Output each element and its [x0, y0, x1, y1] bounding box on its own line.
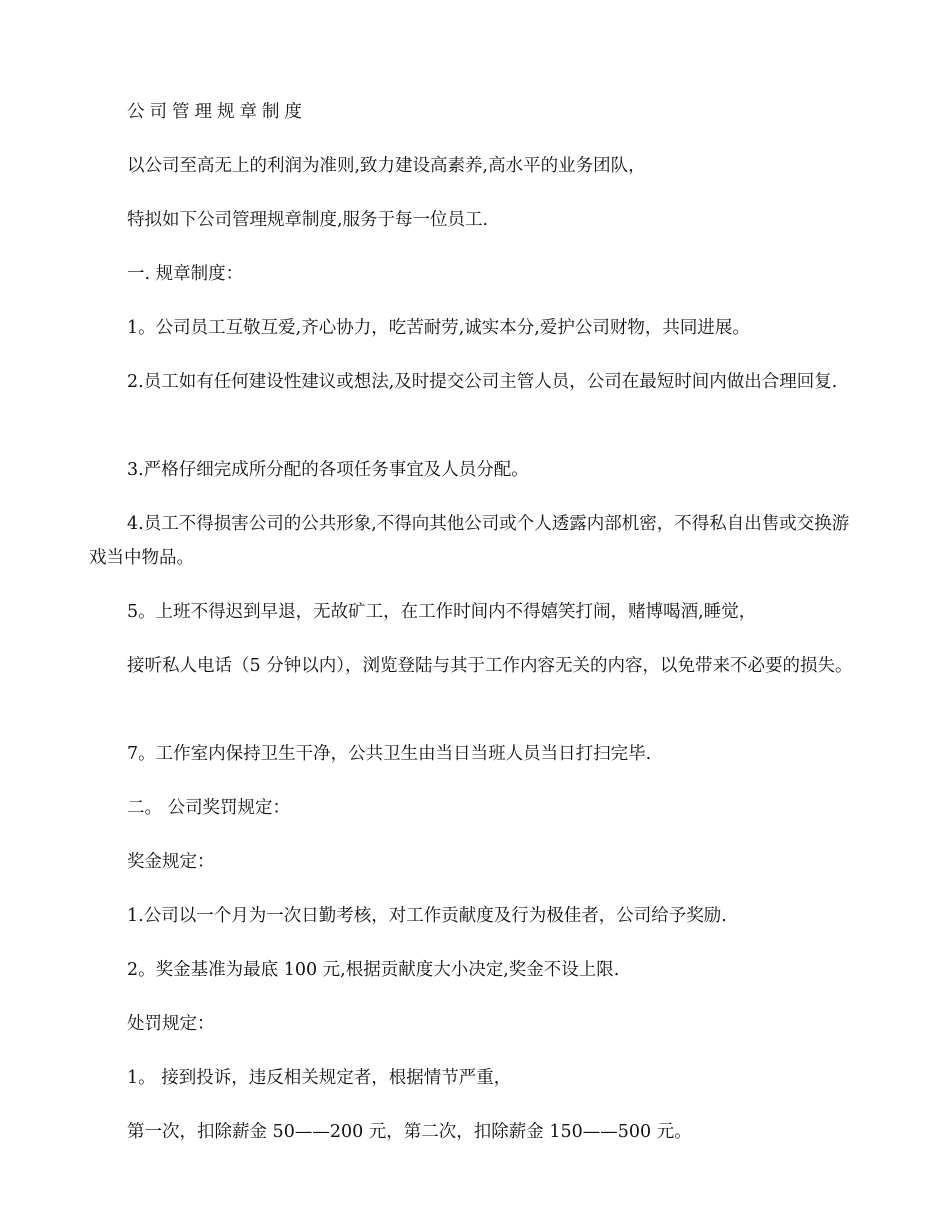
- paragraph: 2.员工如有任何建设性建议或想法,及时提交公司主管人员，公司在最短时间内做出合理回复.: [127, 372, 838, 392]
- paragraph: 1.公司以一个月为一次日勤考核，对工作贡献度及行为极佳者，公司给予奖励.: [127, 906, 727, 926]
- paragraph: 第一次，扣除薪金 50——200 元，第二次，扣除薪金 150——500 元。: [127, 1122, 692, 1142]
- paragraph: 特拟如下公司管理规章制度,服务于每一位员工.: [127, 210, 489, 230]
- paragraph: 以公司至高无上的利润为准则,致力建设高素养,高水平的业务团队，: [127, 156, 646, 176]
- document-title: 公司管理规章制度: [127, 102, 307, 122]
- paragraph: 1。 接到投诉，违反相关规定者，根据情节严重，: [127, 1068, 512, 1088]
- subsection-heading: 奖金规定：: [127, 852, 215, 872]
- section-heading: 一. 规章制度：: [127, 264, 244, 284]
- paragraph: 3.严格仔细完成所分配的各项任务事宜及人员分配。: [127, 460, 529, 480]
- paragraph: 5。上班不得迟到早退，无故矿工，在工作时间内不得嬉笑打闹，赌博喝酒,睡觉，: [127, 602, 757, 622]
- subsection-heading: 处罚规定：: [127, 1014, 215, 1034]
- paragraph: 4.员工不得损害公司的公共形象,不得向其他公司或个人透露内部机密，不得私自出售或交换游戏当中物品。: [89, 514, 850, 568]
- paragraph: 7。工作室内保持卫生干净，公共卫生由当日当班人员当日打扫完毕.: [127, 744, 652, 764]
- paragraph: 2。奖金基准为最底 100 元,根据贡献度大小决定,奖金不设上限.: [127, 960, 620, 980]
- paragraph: 接听私人电话（5 分钟以内），浏览登陆与其于工作内容无关的内容，以免带来不必要的损失。: [127, 656, 853, 676]
- paragraph: 1。公司员工互敬互爱,齐心协力，吃苦耐劳,诚实本分,爱护公司财物，共同进展。: [127, 318, 750, 338]
- section-heading: 二。 公司奖罚规定：: [127, 798, 291, 818]
